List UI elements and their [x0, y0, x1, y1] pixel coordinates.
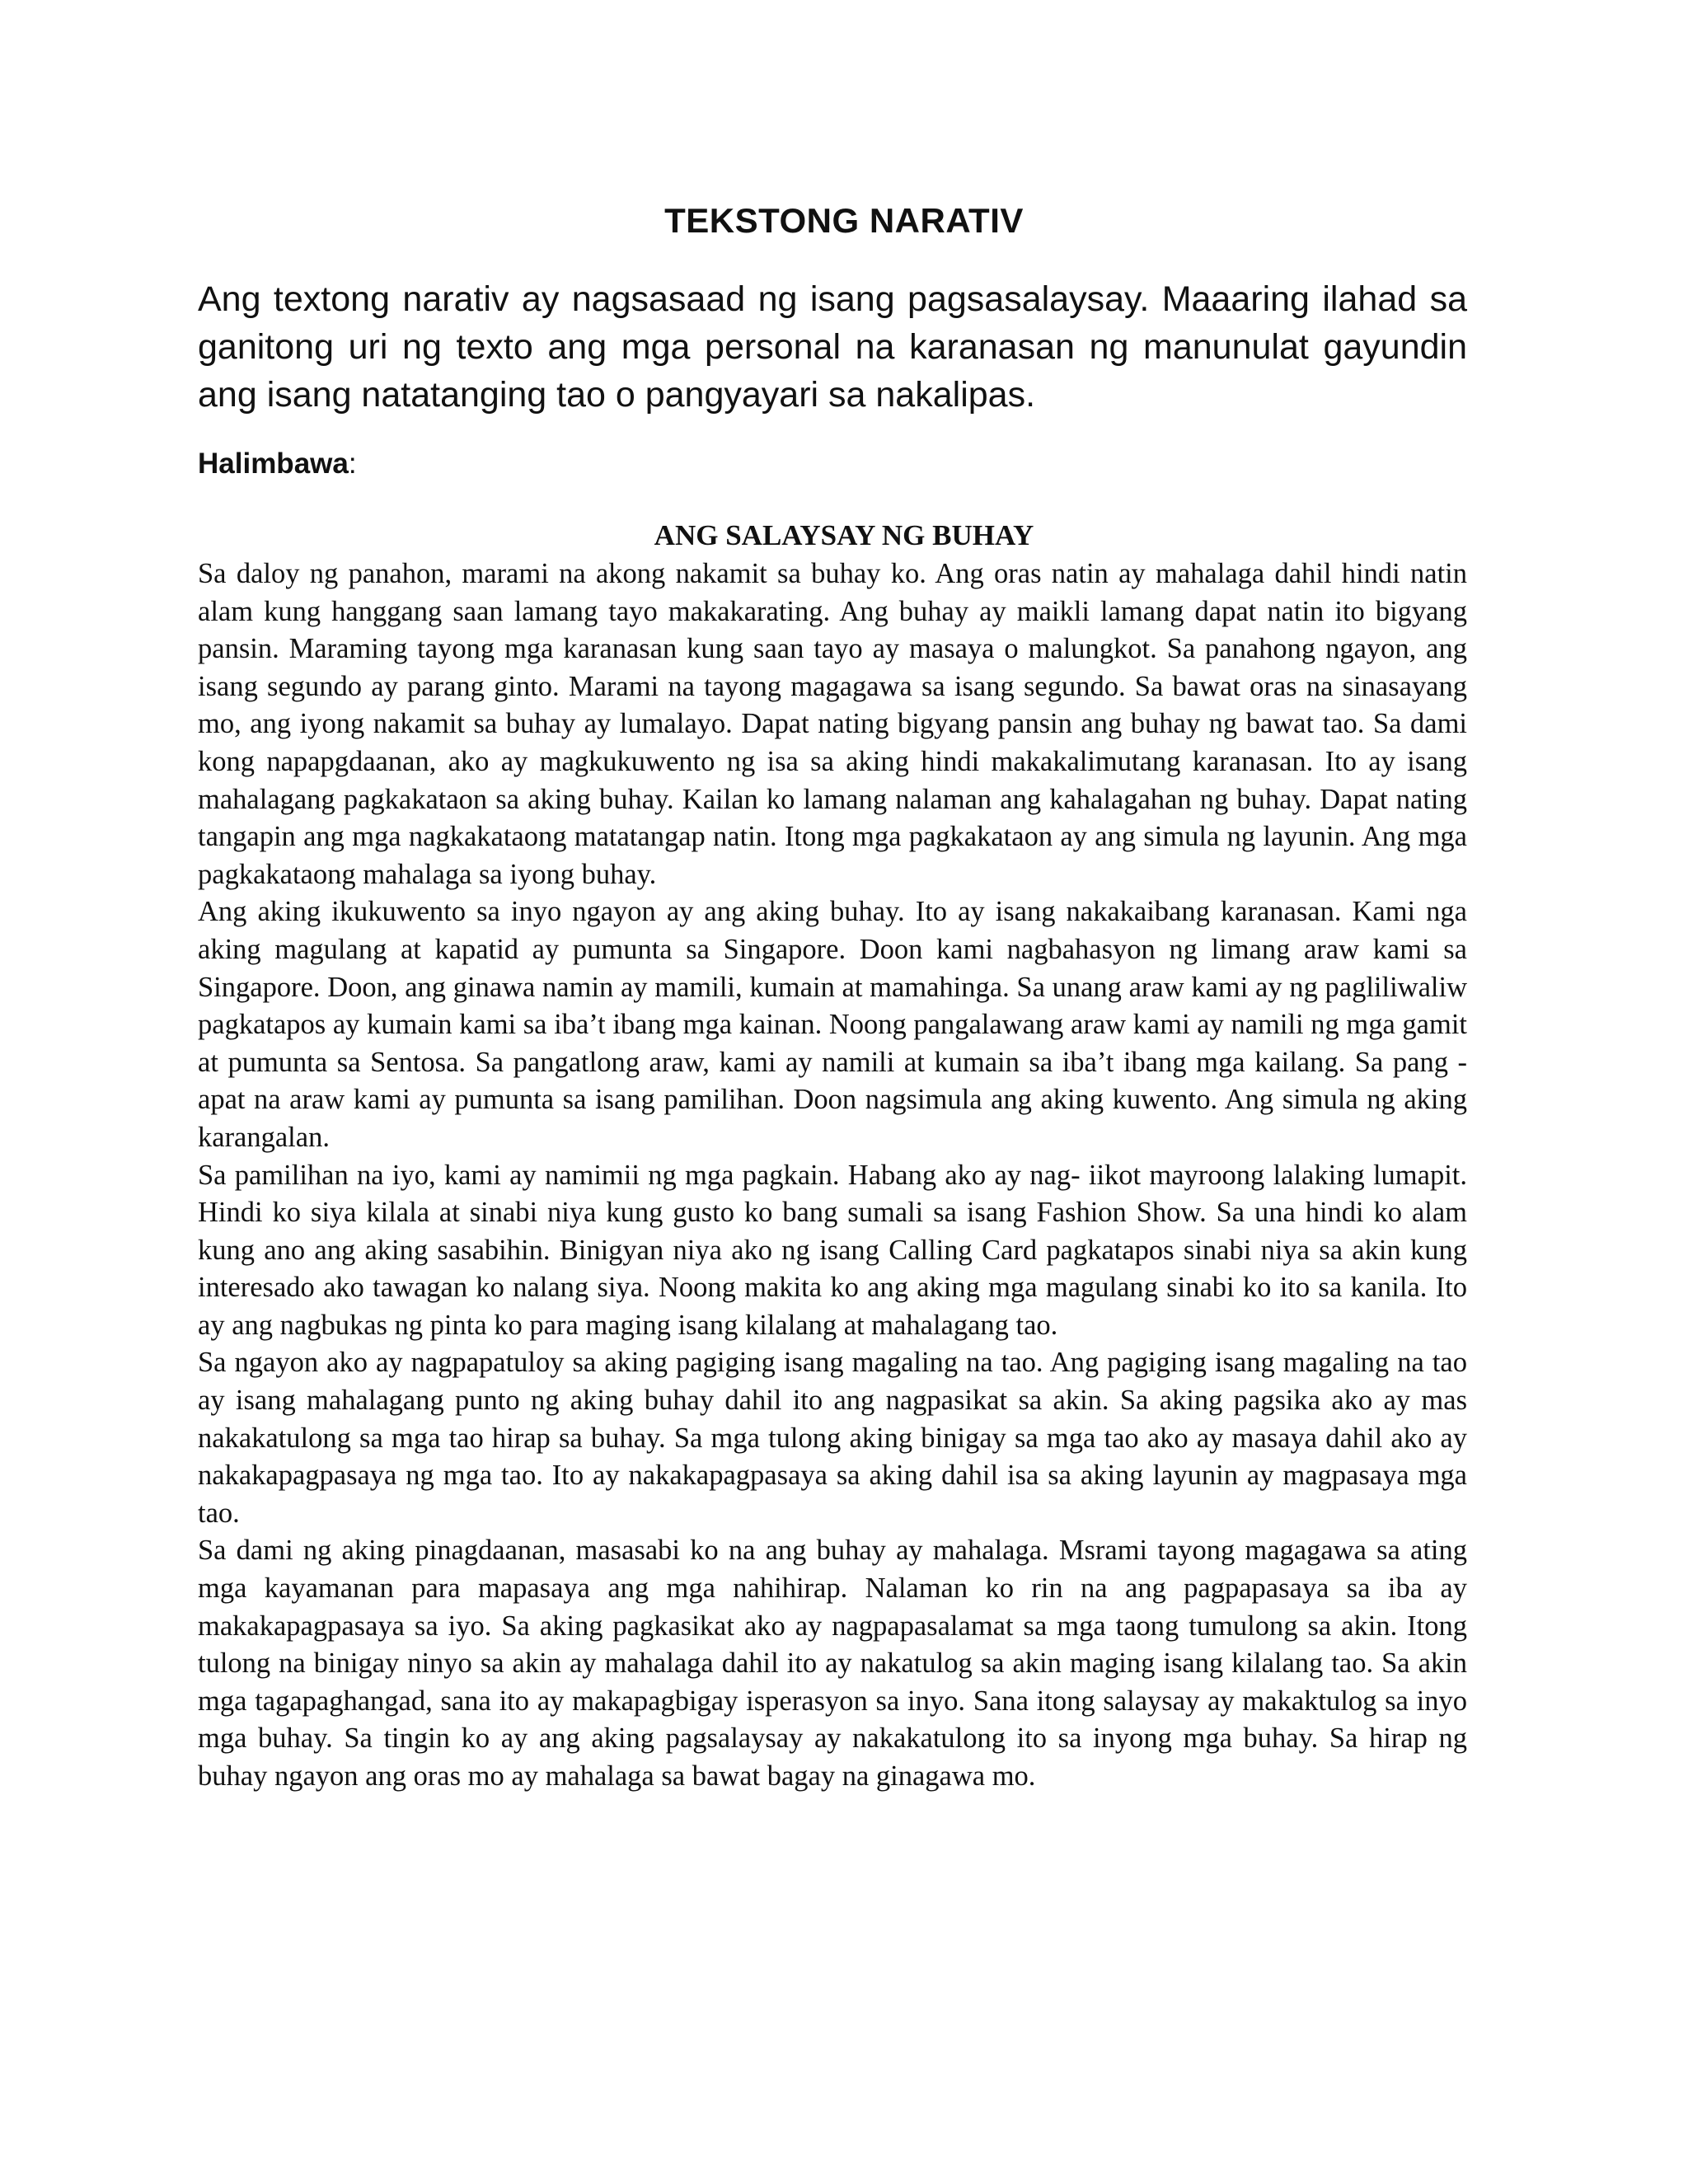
story-paragraph: Sa pamilihan na iyo, kami ay namimii ng mga pagkain. Habang ako ay nag- iikot mayroong lalaking lumapit. Hindi ko siya kilala at sinabi niya kung gusto ko bang sumali sa isang Fashion Show. Sa una hindi ko alam kung ano ang aking sasabihin. Binigyan niya ako ng isang Calling Card pagkatapos sinabi niya sa akin kung interesado ako tawagan ko nalang siya. Noong makita ko ang aking mga magulang sinabi ko ito sa kanila. Ito ay ang nagbukas ng pinta ko para maging isang kilalang at mahalagang tao.: [198, 1159, 1467, 1341]
example-label-text: Halimbawa: [198, 448, 349, 480]
story-title: ANG SALAYSAY NG BUHAY: [654, 519, 1034, 551]
story-paragraph: Ang aking ikukuwento sa inyo ngayon ay ang aking buhay. Ito ay isang nakakaibang karanasan. Kami nga aking magulang at kapatid ay pumunta sa Singapore. Doon kami nagbahasyon ng limang araw kami sa Singapore. Doon, ang ginawa namin ay mamili, kumain at mamahinga. Sa unang araw kami ay ng pagliliwaliw pagkatapos ay kumain kami sa iba’t ibang mga kainan. Noong pangalawang araw kami ay namili ng mga gamit at pumunta sa Sentosa. Sa pangatlong araw, kami ay namili at kumain sa iba’t ibang mga kailang. Sa pang -apat na araw kami ay pumunta sa isang pamilihan. Doon nagsimula ang aking kuwento. Ang simula ng aking karangalan.: [198, 896, 1467, 1153]
story-body: [198, 555, 1467, 1796]
intro-paragraph: Ang textong narativ ay nagsasaad ng isang pagsasalaysay. Maaaring ilahad sa ganitong uri ng texto ang mga personal na karanasan ng manunulat gayundin ang isang natatanging tao o pangyayari sa nakalipas.: [198, 279, 1467, 415]
story-paragraph: Sa ngayon ako ay nagpapatuloy sa aking pagiging isang magaling na tao. Ang pagiging isang magaling na tao ay isang mahalagang punto ng aking buhay dahil ito ang nagpasikat sa akin. Sa aking pagsika ako ay mas nakakatulong sa mga tao hirap sa buhay. Sa mga tulong aking binigay sa mga tao ako ay masaya dahil ako ay nakakapagpasaya ng mga tao. Ito ay nakakapagpasaya sa aking dahil isa sa aking layunin ay magpasaya mga tao.: [198, 1347, 1467, 1529]
story-paragraph: Sa dami ng aking pinagdaanan, masasabi ko na ang buhay ay mahalaga. Msrami tayong magagawa sa ating mga kayamanan para mapasaya ang mga nahihirap. Nalaman ko rin na ang pagpapasaya sa iba ay makakapagpasaya sa iyo. Sa aking pagkasikat ako ay nagpapasalamat sa mga taong tumulong sa akin. Itong tulong na binigay ninyo sa akin ay mahalaga dahil ito ay nakatulog sa akin maging isang kilalang tao. Sa akin mga tagapaghangad, sana ito ay makapagbigay isperasyon sa inyo. Sana itong salaysay ay makaktulog sa inyo mga buhay. Sa tingin ko ay ang aking pagsalaysay ay nakakatulong ito sa inyong mga buhay. Sa hirap ng buhay ngayon ang oras mo ay mahalaga sa bawat bagay na ginagawa mo.: [198, 1535, 1467, 1792]
example-label-colon: :: [348, 448, 357, 480]
story-paragraph: Sa daloy ng panahon, marami na akong nakamit sa buhay ko. Ang oras natin ay mahalaga dahil hindi natin alam kung hanggang saan lamang tayo makakarating. Ang buhay ay maikli lamang dapat natin ito bigyang pansin. Maraming tayong mga karanasan kung saan tayo ay masaya o malungkot. Sa panahong ngayon, ang isang segundo ay parang ginto. Marami na tayong magagawa sa isang segundo. Sa bawat oras na sinasayang mo, ang iyong nakamit sa buhay ay lumalayo. Dapat nating bigyang pansin ang buhay ng bawat tao. Sa dami kong napapgdaanan, ako ay magkukuwento ng isa sa aking hindi makakalimutang karanasan. Ito ay isang mahalagang pagkakataon sa aking buhay. Kailan ko lamang nalaman ang kahalagahan ng buhay. Dapat nating tangapin ang mga nagkakataong matatangap natin. Itong mga pagkakataon ay ang simula ng layunin. Ang mga pagkakataong mahalaga sa iyong buhay.: [198, 558, 1467, 890]
document-title: TEKSTONG NARATIV: [664, 201, 1024, 240]
example-label: [198, 443, 357, 485]
